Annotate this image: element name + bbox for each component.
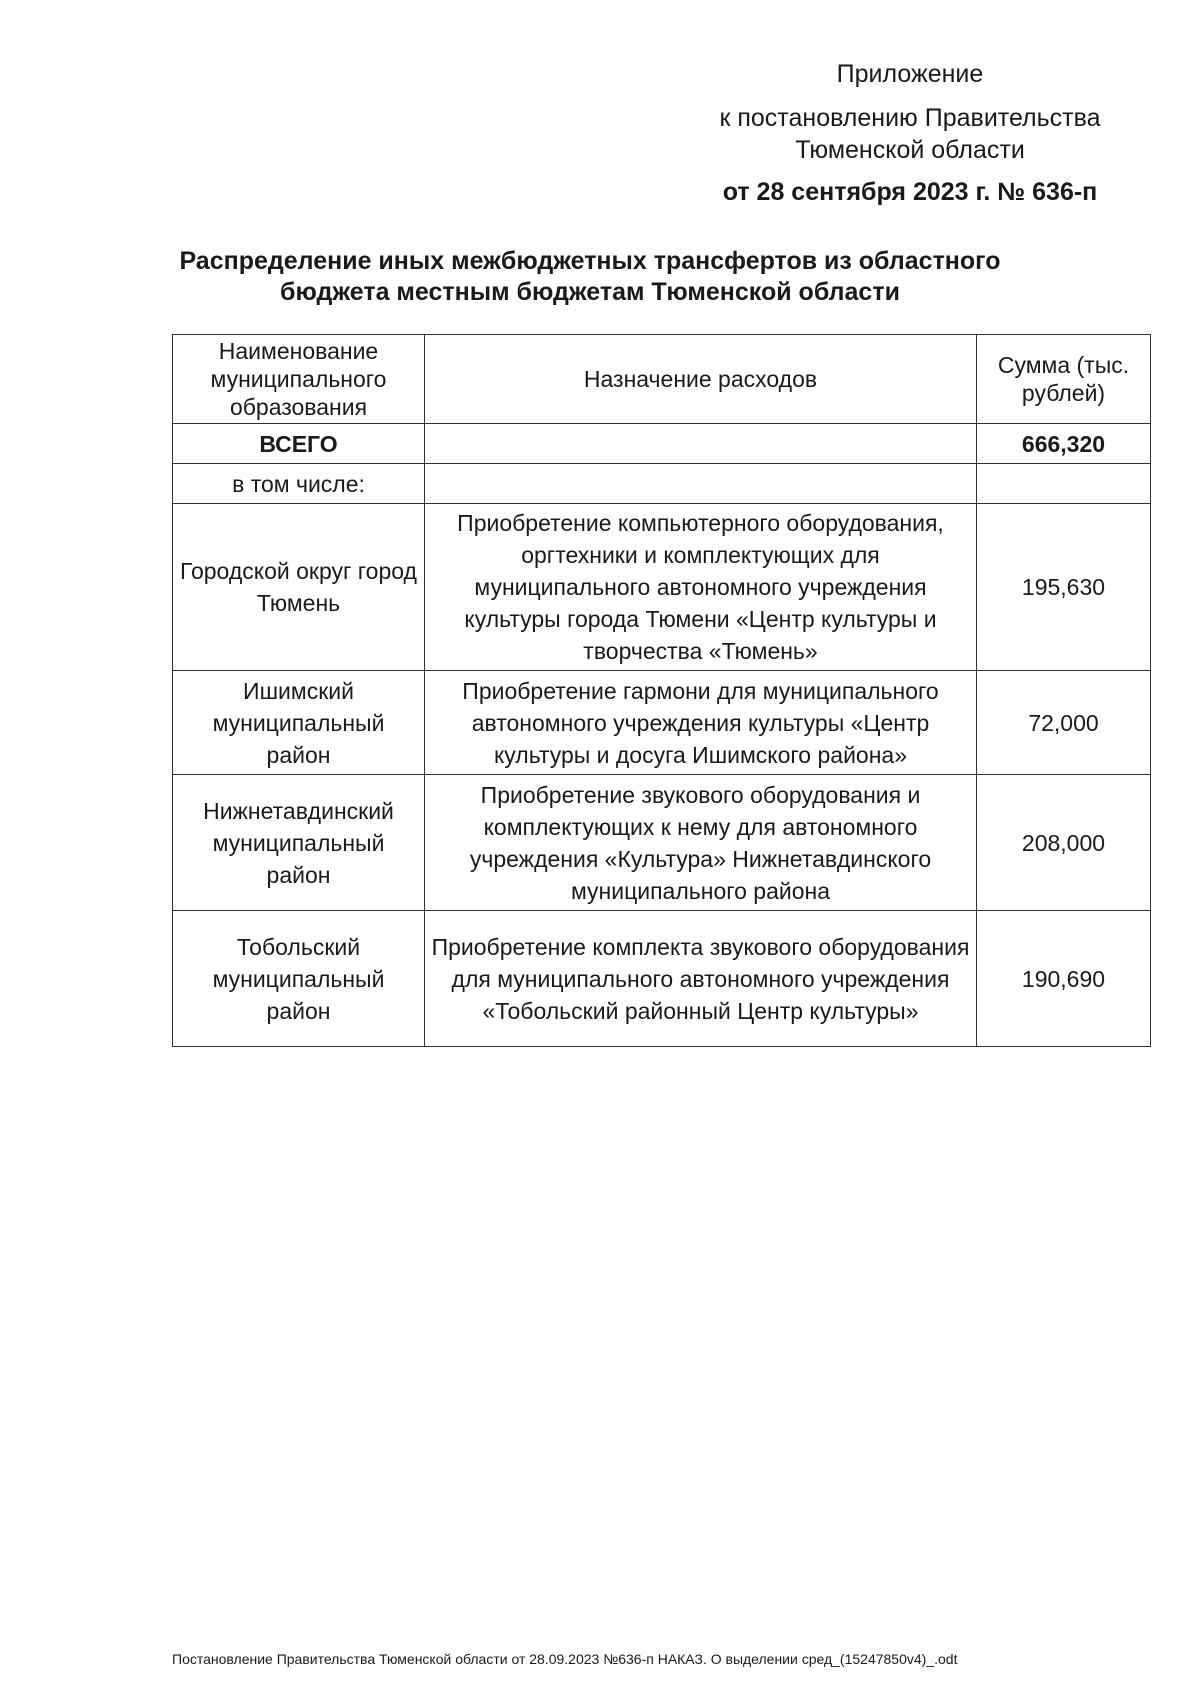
document-footer: Постановление Правительства Тюменской области от 28.09.2023 №636-п НАКАЗ. О выделении сред_(15247850v4)_.odt — [172, 1651, 958, 1667]
row-municipality: Городской округ город Тюмень — [173, 504, 425, 671]
row-municipality: Ишимский муниципальный район — [173, 671, 425, 775]
row-amount: 195,630 — [977, 504, 1151, 671]
row-amount: 208,000 — [977, 775, 1151, 911]
appendix-ref-line2: Тюменской области — [795, 136, 1025, 164]
subtotal-empty-amount — [977, 464, 1151, 504]
appendix-label: Приложение — [836, 60, 984, 88]
row-municipality: Тобольский муниципальный район — [173, 911, 425, 1047]
row-purpose: Приобретение звукового оборудования и комплектующих к нему для автономного учреждения «Культура» Нижнетавдинского муниципального района — [425, 775, 977, 911]
table-row — [173, 775, 1151, 911]
row-amount: 190,690 — [977, 911, 1151, 1047]
total-amount: 666,320 — [977, 424, 1151, 464]
row-amount: 72,000 — [977, 671, 1151, 775]
table-row — [173, 504, 1151, 671]
total-purpose — [425, 424, 977, 464]
appendix-ref-line1: к постановлению Правительства — [719, 104, 1101, 132]
header-amount: Сумма (тыс. рублей) — [977, 335, 1151, 424]
header-purpose: Назначение расходов — [425, 335, 977, 424]
header-municipality: Наименование муниципального образования — [173, 335, 425, 424]
row-municipality: Нижнетавдинский муниципальный район — [173, 775, 425, 911]
table-row — [173, 911, 1151, 1047]
document-title — [150, 246, 1030, 308]
row-purpose: Приобретение компьютерного оборудования, оргтехники и комплектующих для муниципального автономного учреждения культуры города Тюмени «Центр культуры и творчества «Тюмень» — [425, 504, 977, 671]
table-row — [173, 671, 1151, 775]
total-label: ВСЕГО — [173, 424, 425, 464]
transfers-table — [172, 334, 1151, 1047]
appendix-block — [700, 58, 1120, 208]
subtotal-empty-purpose — [425, 464, 977, 504]
row-purpose: Приобретение гармони для муниципального автономного учреждения культуры «Центр культуры и досуга Ишимского района» — [425, 671, 977, 775]
subtotal-row — [173, 464, 1151, 504]
total-row — [173, 424, 1151, 464]
subtotal-label: в том числе: — [173, 464, 425, 504]
row-purpose: Приобретение комплекта звукового оборудования для муниципального автономного учреждения «Тобольский районный Центр культуры» — [425, 911, 977, 1047]
decree-date: от 28 сентября 2023 г. № 636-п — [722, 178, 1098, 206]
title-line-1: Распределение иных межбюджетных трансфертов из областного — [179, 247, 1001, 275]
table-header-row — [173, 335, 1151, 424]
title-line-2: бюджета местным бюджетам Тюменской области — [280, 278, 900, 306]
